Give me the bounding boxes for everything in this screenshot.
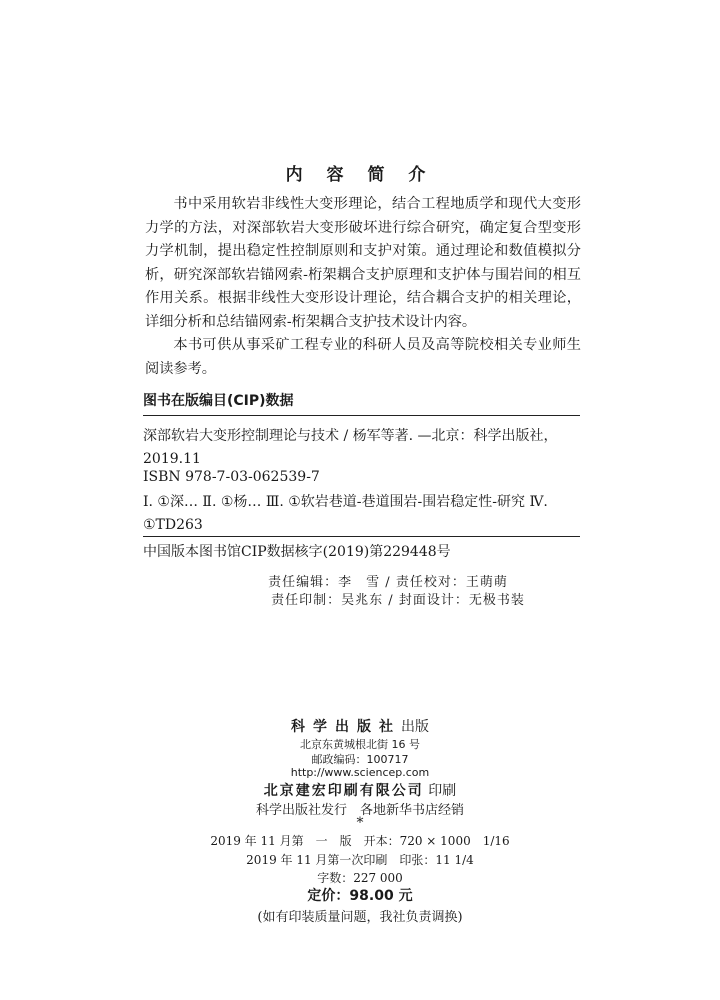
printer-suffix: 印刷 <box>428 783 457 799</box>
publisher-logo-text: 科学出版社 <box>291 719 401 735</box>
word-count: 字数：227 000 <box>317 871 403 885</box>
summary-title: 内 容 简 介 <box>285 165 435 185</box>
price: 定价：98.00 元 <box>307 888 413 904</box>
separator-star: * <box>356 815 364 831</box>
cip-classification: Ⅰ. ①深… Ⅱ. ①杨… Ⅲ. ①软岩巷道-巷道围岩-围岩稳定性-研究 Ⅳ. ①TD263 <box>143 494 548 533</box>
summary-paragraph-1: 书中采用软岩非线性大变形理论，结合工程地质学和现代大变形力学的方法，对深部软岩大变形破坏进行综合研究，确定复合型变形力学机制，提出稳定性控制原则和支护对策。通过理论和数值模拟分析，研究深部软岩锚网索-桁架耦合支护原理和支护体与围岩间的相互作用关系。根据非线性大变形设计理论，结合耦合支护的相关理论，详细分析和总结锚网索-桁架耦合支护技术设计内容。 <box>145 196 581 330</box>
publisher-line <box>0 716 720 736</box>
cip-entry: 深部软岩大变形控制理论与技术 / 杨军等著. —北京：科学出版社，2019.11 <box>143 428 558 467</box>
quality-notice: (如有印装质量问题，我社负责调换) <box>257 910 463 925</box>
publisher-postcode: 邮政编码：100717 <box>311 753 409 766</box>
credits-editors: 责任编辑：李 雪 / 责任校对：王萌萌 <box>268 575 508 590</box>
publisher-suffix: 出版 <box>401 719 429 735</box>
printer-line <box>0 780 720 800</box>
printer-name: 北京建宏印刷有限公司 <box>263 783 424 799</box>
cip-bottom-rule <box>143 536 580 537</box>
cip-top-rule <box>143 415 580 416</box>
distribution-line: 科学出版社发行 各地新华书店经销 <box>255 803 464 818</box>
edition-line: 2019 年 11 月第 一 版 开本：720 × 1000 1/16 <box>210 834 510 848</box>
summary-body <box>145 193 581 381</box>
cip-isbn: ISBN 978-7-03-062539-7 <box>143 469 320 485</box>
publisher-website: http://www.sciencep.com <box>290 766 430 779</box>
cip-record-number: 中国版本图书馆CIP数据核字(2019)第229448号 <box>143 544 451 560</box>
publisher-address: 北京东黄城根北街 16 号 <box>300 738 420 751</box>
summary-paragraph-2: 本书可供从事采矿工程专业的科研人员及高等院校相关专业师生阅读参考。 <box>145 337 581 377</box>
credits-production: 责任印制：吴兆东 / 封面设计：无极书装 <box>271 593 525 608</box>
printing-line: 2019 年 11 月第一次印刷 印张：11 1/4 <box>246 853 474 867</box>
cip-heading: 图书在版编目(CIP)数据 <box>143 393 294 409</box>
